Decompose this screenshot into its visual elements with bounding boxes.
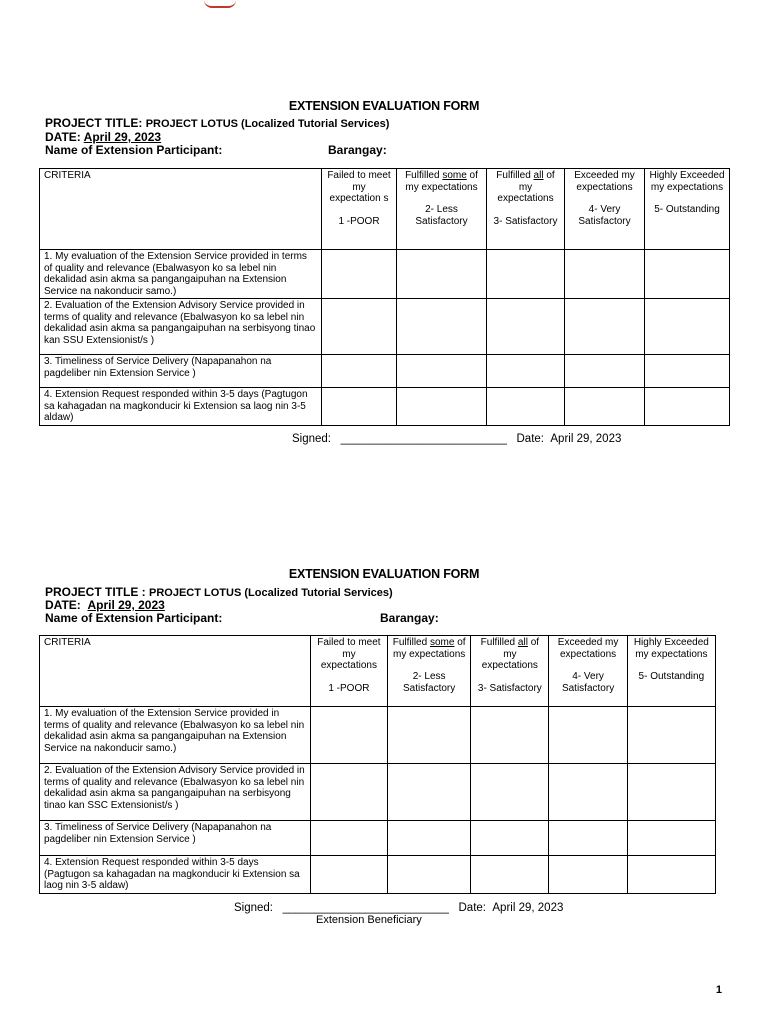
criterion-3: 3. Timeliness of Service Delivery (Napapanahon na pagdeliber nin Extension Service ) [40,821,311,856]
date-value: April 29, 2023 [83,130,162,144]
rating-cell[interactable] [397,299,487,355]
header-desc: Fulfilled [496,170,534,181]
header-desc: Fulfilled [392,637,430,648]
table-row [40,707,716,764]
criterion-1: 1. My evaluation of the Extension Service provided in terms of quality and relevance (Ebalwasyon ko sa lebel nin dekalidad asin akma sa pangangaipuhan na Extension Service na nakonducir samo.) [40,250,322,299]
project-title-label: PROJECT TITLE: [45,116,143,130]
project-title-line [45,585,393,599]
rating-cell[interactable] [549,764,627,821]
form-title: EXTENSION EVALUATION FORM [288,567,480,581]
signature-line [292,433,621,445]
date-label: DATE: [45,130,81,144]
rating-cell[interactable] [487,388,565,426]
criterion-4: 4. Extension Request responded within 3-5 days (Pagtugon sa kahagadan na magkonducir ki Extension sa laog nin 3-5 aldaw) [40,856,311,894]
page-number: 1 [715,984,722,996]
header-rating-4 [565,169,645,250]
rating-cell[interactable] [627,821,715,856]
date-label: DATE: [45,598,81,612]
rating-cell[interactable] [565,250,645,299]
rating-cell[interactable] [322,355,397,388]
barangay-label: Barangay: [328,143,387,157]
header-rating: 1 -POOR [338,215,380,227]
rating-cell[interactable] [487,355,565,388]
header-desc: of my expectations [481,637,540,671]
signature-blank[interactable]: __________________________ [340,433,507,445]
rating-cell[interactable] [645,250,730,299]
project-title-label: PROJECT TITLE : [45,585,146,599]
header-rating: 5- Outstanding [654,204,720,215]
header-desc: Fulfilled [405,170,443,181]
project-title-value: PROJECT LOTUS (Localized Tutorial Services) [149,587,393,599]
header-desc: Failed to meet my expectation s [327,170,391,204]
header-rating: 3- Satisfactory [493,215,558,227]
header-rating-5 [627,636,715,707]
header-rating-2 [388,636,471,707]
signed-date: April 29, 2023 [550,433,622,445]
signature-blank[interactable]: __________________________ [282,902,449,914]
rating-cell[interactable] [471,821,549,856]
header-rating: 4- Very Satisfactory [561,671,615,694]
rating-cell[interactable] [487,250,565,299]
header-rating: 2- Less Satisfactory [403,671,456,694]
table-row [40,388,730,426]
rating-cell[interactable] [388,764,471,821]
rating-cell[interactable] [549,707,627,764]
header-rating-1 [310,636,387,707]
criterion-4: 4. Extension Request responded within 3-5 days (Pagtugon sa kahagadan na magkonducir ki Extension sa laog nin 3-5 aldaw) [40,388,322,426]
rating-cell[interactable] [645,388,730,426]
header-desc: of my expectations [405,170,478,193]
table-header-row [40,636,716,707]
rating-cell[interactable] [487,299,565,355]
rating-cell[interactable] [397,355,487,388]
header-rating-3 [487,169,565,250]
rating-cell[interactable] [549,821,627,856]
rating-cell[interactable] [388,707,471,764]
evaluation-table [39,635,716,894]
project-title-value: PROJECT LOTUS (Localized Tutorial Services) [145,118,390,130]
rating-cell[interactable] [645,299,730,355]
signed-label: Signed: [292,433,332,445]
header-desc: Failed to meet my expectations [317,637,381,671]
rating-cell[interactable] [322,388,397,426]
rating-cell[interactable] [565,355,645,388]
rating-cell[interactable] [627,707,715,764]
table-row [40,355,730,388]
header-desc-emphasis: all [517,637,528,648]
signature-line [234,902,563,914]
rating-cell[interactable] [471,707,549,764]
criterion-2: 2. Evaluation of the Extension Advisory Service provided in terms of quality and relevance (Ebalwasyon ko sa lebel nin dekalidad asin akma sa pangangaipuhan na serbisyong tinao kan SSC Extensionist/s ) [40,764,311,821]
date-line [45,130,161,144]
rating-cell[interactable] [549,856,627,894]
header-desc-emphasis: all [533,170,544,181]
rating-cell[interactable] [565,388,645,426]
rating-cell[interactable] [397,388,487,426]
date-value: April 29, 2023 [87,598,165,612]
signed-date-label: Date: [516,433,544,445]
rating-cell[interactable] [627,764,715,821]
table-row [40,250,730,299]
header-desc: Exceeded my expectations [574,170,635,193]
rating-cell[interactable] [397,250,487,299]
date-line [45,598,165,612]
header-criteria: CRITERIA [40,636,311,707]
header-desc: Highly Exceeded my expectations [649,170,725,193]
table-row [40,821,716,856]
rating-cell[interactable] [627,856,715,894]
table-row [40,299,730,355]
rating-cell[interactable] [310,764,387,821]
header-rating: 3- Satisfactory [477,682,542,694]
signed-date-label: Date: [458,902,486,914]
header-desc-emphasis: some [442,170,467,181]
evaluation-table [39,168,730,426]
criterion-3: 3. Timeliness of Service Delivery (Napapanahon na pagdeliber nin Extension Service ) [40,355,322,388]
header-desc: Highly Exceeded my expectations [633,637,709,660]
form-title: EXTENSION EVALUATION FORM [288,99,480,113]
header-rating: 4- Very Satisfactory [578,204,631,227]
table-row [40,856,716,894]
rating-cell[interactable] [565,299,645,355]
header-desc: of my expectations [497,170,555,204]
header-criteria: CRITERIA [40,169,322,250]
rating-cell[interactable] [310,707,387,764]
header-desc-emphasis: some [429,637,455,648]
header-rating-1 [322,169,397,250]
participant-label: Name of Extension Participant: [45,143,223,157]
table-header-row [40,169,730,250]
rating-cell[interactable] [388,821,471,856]
beneficiary-label: Extension Beneficiary [316,914,422,926]
table-row [40,764,716,821]
signed-date: April 29, 2023 [492,902,564,914]
header-rating: 2- Less Satisfactory [415,204,468,227]
header-rating: 5- Outstanding [638,671,705,682]
participant-label: Name of Extension Participant: [45,611,223,625]
criterion-2: 2. Evaluation of the Extension Advisory Service provided in terms of quality and relevance (Ebalwasyon ko sa lebel nin dekalidad asin akma sa pangangaipuhan na serbisyong tinao kan SSU Extensionist/s ) [40,299,322,355]
project-title-line [45,116,389,130]
rating-cell[interactable] [310,856,387,894]
rating-cell[interactable] [310,821,387,856]
header-rating-3 [471,636,549,707]
header-rating-5 [645,169,730,250]
rating-cell[interactable] [322,250,397,299]
rating-cell[interactable] [322,299,397,355]
header-logo-fragment [204,0,236,8]
header-desc: of my expectations [393,637,466,660]
header-rating-4 [549,636,627,707]
header-desc: Fulfilled [480,637,518,648]
criterion-1: 1. My evaluation of the Extension Service provided in terms of quality and relevance (Ebalwasyon ko sa lebel nin dekalidad asin akma sa pangangaipuhan na Extension Service na nakonducir samo.) [40,707,311,764]
header-desc: Exceeded my expectations [557,637,619,660]
header-rating-2 [397,169,487,250]
rating-cell[interactable] [388,856,471,894]
signed-label: Signed: [234,902,274,914]
rating-cell[interactable] [471,764,549,821]
rating-cell[interactable] [471,856,549,894]
barangay-label: Barangay: [380,611,439,625]
rating-cell[interactable] [645,355,730,388]
header-rating: 1 -POOR [328,682,370,694]
